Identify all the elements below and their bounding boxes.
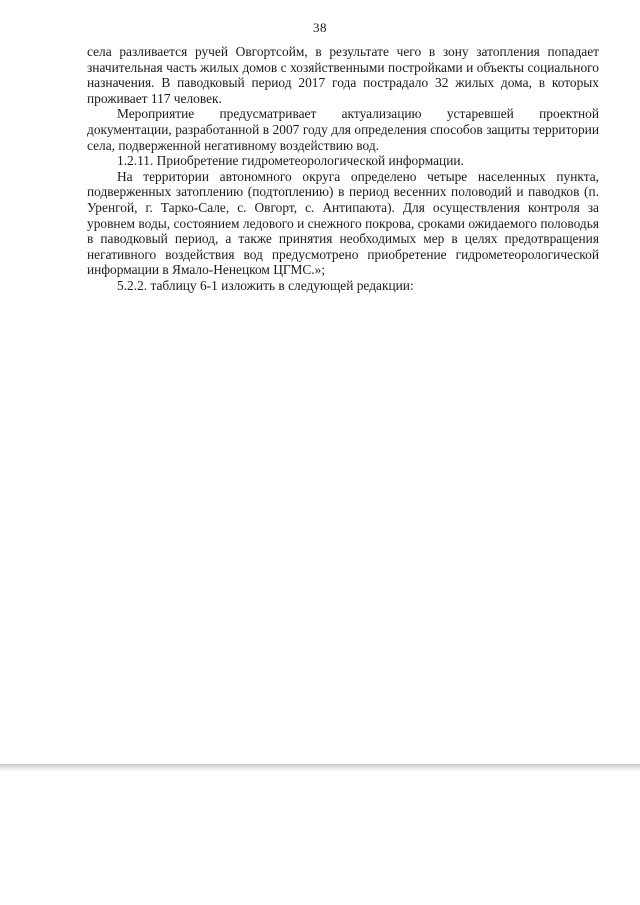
paragraph-flood-description: села разливается ручей Овгортсойм, в результате чего в зону затопления попадает значительная часть жилых домов с хозяйственными постройками и объекты социального назначения. В паводковый период 2017 года пострадало 32 жилых дома, в которых проживает 117 человек. — [87, 44, 599, 106]
paragraph-section-heading: 1.2.11. Приобретение гидрометеорологической информации. — [117, 153, 464, 169]
page-number: 38 — [313, 20, 327, 35]
paragraph-project-documentation: Мероприятие предусматривает актуализацию устаревшей проектной документации, разработанной в 2007 году для определения способов защиты территории села, подверженной негативному воздействию вод. — [87, 106, 599, 153]
paragraph-table-instruction: 5.2.2. таблицу 6-1 изложить в следующей редакции: — [117, 277, 414, 293]
paragraph-settlements: На территории автономного округа определено четыре населенных пункта, подверженных затоплению (подтоплению) в период весенних половодий и паводков (п. Уренгой, г. Тарко-Сале, с. Овгорт, с. Антипаюта). Для осуществления контроля за уровнем воды, состоянием ледового и снежного покрова, сроками ожидаемого половодья в паводковый период, а также принятия необходимых мер в целях предотвращения негативного воздействия вод предусмотрено приобретение гидрометеорологической информации в Ямало-Ненецком ЦГМС.»; — [87, 168, 599, 278]
page-edge-shadow — [0, 764, 640, 772]
document-body — [87, 44, 599, 294]
